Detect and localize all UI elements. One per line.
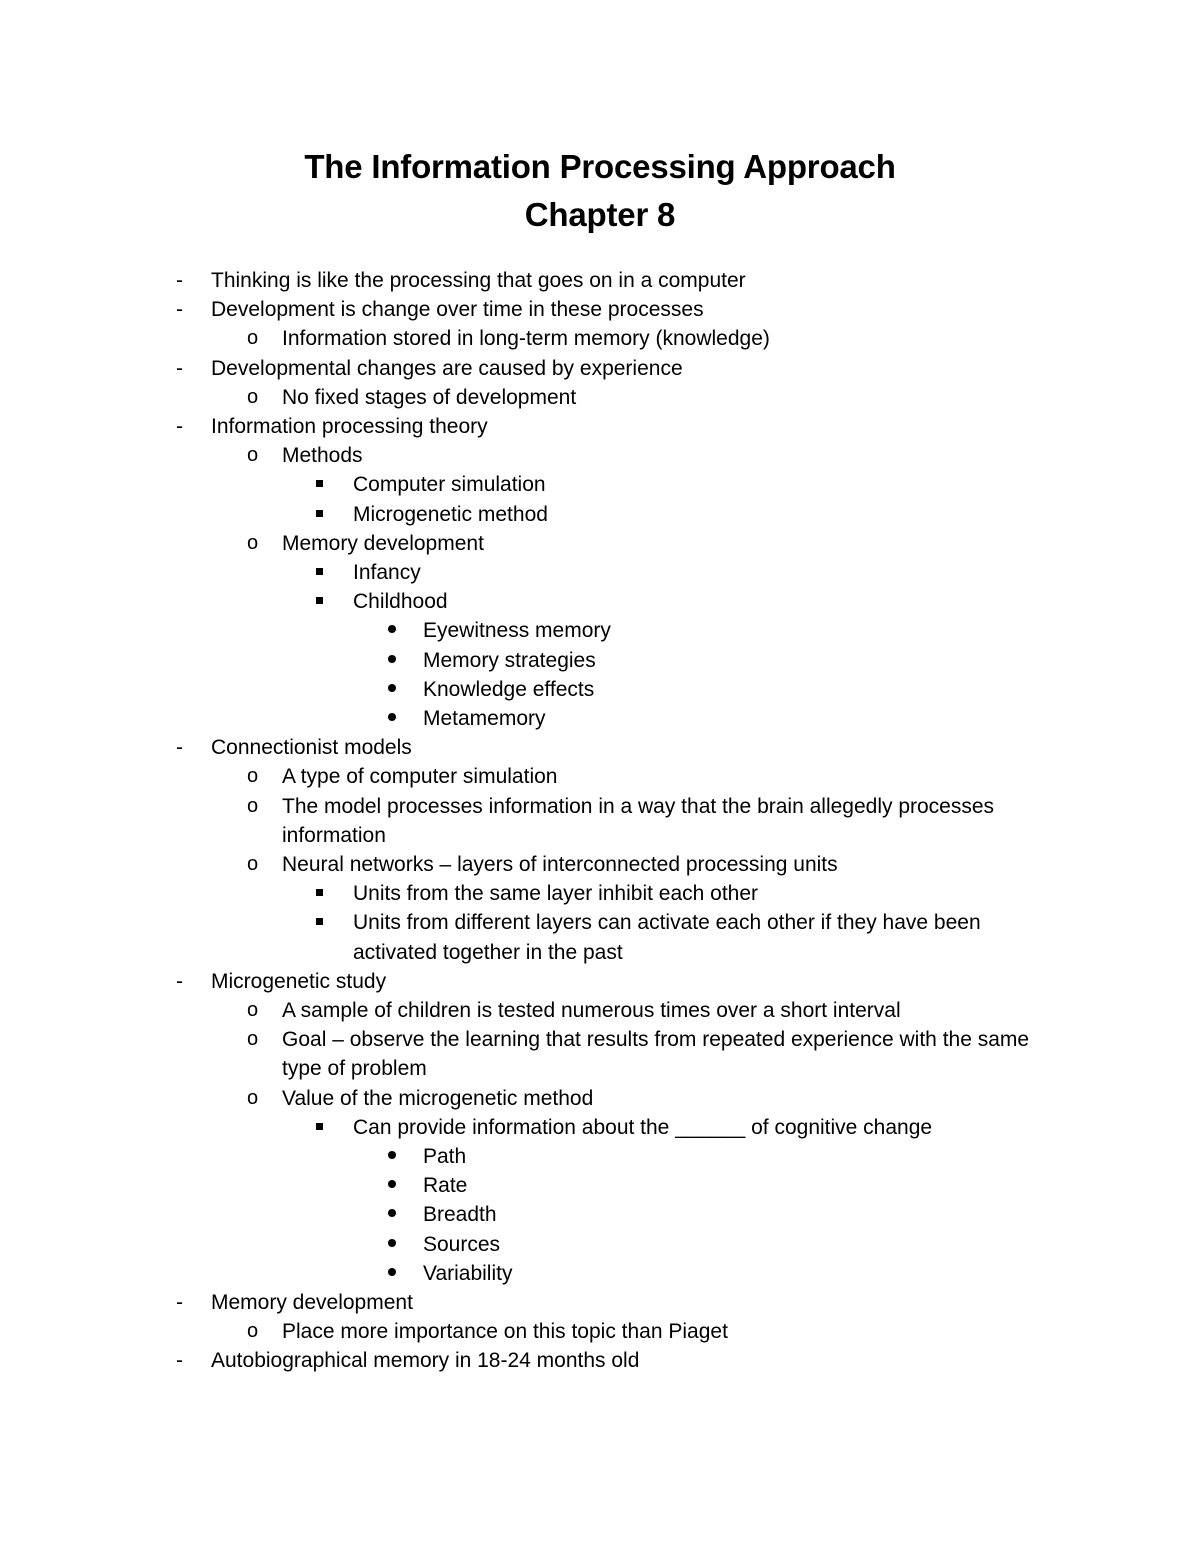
- outline-item-level-2: [0, 850, 1200, 879]
- outline-item-text: Variability: [423, 1261, 513, 1285]
- outline-item-level-1: [0, 967, 1200, 996]
- outline-item-text: Infancy: [353, 561, 421, 584]
- outline-item-text: Path: [423, 1145, 467, 1168]
- square-bullet: [316, 558, 323, 587]
- outline-item-level-1: [0, 1288, 1200, 1317]
- outline-item-level-2: [0, 792, 1200, 821]
- circle-bullet: o: [247, 1086, 259, 1109]
- outline-item-text: Connectionist models: [211, 736, 412, 760]
- outline-item-text: Development is change over time in these processes: [211, 298, 704, 322]
- outline-item-text: Memory development: [211, 1291, 413, 1314]
- outline-item-text: Methods: [282, 444, 363, 468]
- dash-bullet: -: [176, 269, 183, 292]
- dash-bullet: -: [176, 1291, 183, 1314]
- round-bullet-icon: [388, 1239, 396, 1247]
- outline-item-level-2: [0, 1054, 1200, 1083]
- outline-item-text: Information stored in long-term memory (knowledge): [282, 327, 770, 351]
- round-bullet-icon: [388, 625, 396, 633]
- outline-item-text: Units from the same layer inhibit each other: [353, 882, 759, 906]
- outline-item-level-4: [0, 1142, 1200, 1171]
- outline-item-level-4: [0, 1259, 1200, 1288]
- square-bullet: [316, 587, 323, 616]
- outline-item-level-1: [0, 266, 1200, 295]
- outline-item-level-2: [0, 529, 1200, 558]
- round-bullet-icon: [388, 1268, 396, 1276]
- outline-item-text: Memory development: [282, 531, 484, 555]
- round-bullet-icon: [388, 1209, 396, 1217]
- outline-item-text: A sample of children is tested numerous times over a short interval: [282, 999, 901, 1022]
- outline-item-text: Neural networks – layers of interconnected processing units: [282, 853, 838, 876]
- outline-item-text: Autobiographical memory in 18-24 months old: [211, 1349, 640, 1373]
- outline-item-level-3: [0, 908, 1200, 937]
- outline-item-text: Value of the microgenetic method: [282, 1086, 594, 1110]
- outline-item-level-1: [0, 412, 1200, 441]
- outline-item-level-4: [0, 616, 1200, 645]
- outline-item-text: Place more importance on this topic than Piaget: [282, 1320, 728, 1344]
- outline-item-level-2: [0, 1025, 1200, 1054]
- outline-item-text: type of problem: [282, 1057, 427, 1081]
- square-bullet-icon: [316, 568, 323, 575]
- round-bullet-icon: [388, 655, 396, 663]
- outline-item-level-4: [0, 675, 1200, 704]
- outline-item-text: Computer simulation: [353, 473, 546, 497]
- square-bullet: [316, 1113, 323, 1142]
- round-bullet-icon: [388, 713, 396, 721]
- outline-item-level-3: [0, 500, 1200, 529]
- chapter-heading: Chapter 8: [524, 196, 676, 233]
- dash-bullet: -: [176, 969, 183, 993]
- round-bullet: [388, 1142, 396, 1171]
- round-bullet: [388, 1200, 396, 1229]
- outline-item-text: Breadth: [423, 1203, 497, 1227]
- square-bullet-icon: [316, 510, 323, 517]
- outline-item-text: No fixed stages of development: [282, 385, 577, 409]
- round-bullet-icon: [388, 684, 396, 692]
- outline-item-level-3: [0, 558, 1200, 587]
- outline-item-text: information: [282, 823, 386, 847]
- round-bullet-icon: [388, 1180, 396, 1188]
- circle-bullet: o: [247, 327, 259, 350]
- outline-item-text: The model processes information in a way that the brain allegedly processes: [282, 794, 995, 818]
- outline-item-text: Units from different layers can activate each other if they have been: [353, 911, 981, 935]
- circle-bullet: o: [247, 385, 259, 408]
- outline-item-text: Eyewitness memory: [423, 619, 611, 643]
- outline-item-level-4: [0, 1230, 1200, 1259]
- outline-item-text: Microgenetic method: [353, 502, 548, 526]
- square-bullet: [316, 879, 323, 908]
- round-bullet: [388, 1259, 396, 1288]
- outline-item-level-3: [0, 470, 1200, 499]
- square-bullet-icon: [316, 1123, 323, 1130]
- dash-bullet: -: [176, 736, 183, 760]
- square-bullet: [316, 908, 323, 937]
- outline-item-text: Metamemory: [423, 707, 546, 730]
- outline-item-text: Information processing theory: [211, 415, 488, 438]
- outline-item-text: activated together in the past: [353, 940, 623, 964]
- outline-item-text: Goal – observe the learning that results from repeated experience with the same: [282, 1028, 1030, 1052]
- circle-bullet: o: [247, 765, 259, 788]
- square-bullet-icon: [316, 480, 323, 487]
- square-bullet: [316, 470, 323, 499]
- outline-item-text: Memory strategies: [423, 648, 596, 672]
- round-bullet: [388, 704, 396, 733]
- outline-item-text: Microgenetic study: [211, 969, 387, 993]
- outline-item-text: Can provide information about the ______ of cognitive change: [353, 1115, 933, 1139]
- square-bullet-icon: [316, 597, 323, 604]
- outline-item-level-1: [0, 733, 1200, 762]
- outline-item-level-2: [0, 762, 1200, 791]
- outline-item-level-2: [0, 1084, 1200, 1113]
- square-bullet-icon: [316, 889, 323, 896]
- circle-bullet: o: [247, 794, 259, 817]
- round-bullet: [388, 1230, 396, 1259]
- outline-item-level-2: [0, 996, 1200, 1025]
- circle-bullet: o: [247, 1028, 259, 1051]
- round-bullet-icon: [388, 1151, 396, 1159]
- outline-item-level-1: [0, 1346, 1200, 1375]
- outline-item-text: Sources: [423, 1232, 501, 1256]
- outline-item-level-3: [0, 938, 1200, 967]
- outline-item-level-2: [0, 324, 1200, 353]
- outline-item-level-2: [0, 441, 1200, 470]
- outline-item-level-3: [0, 587, 1200, 616]
- dash-bullet: -: [176, 356, 183, 380]
- outline-item-level-1: [0, 295, 1200, 324]
- circle-bullet: o: [247, 999, 259, 1021]
- outline-item-text: Thinking is like the processing that goes on in a computer: [211, 269, 746, 292]
- outline-item-level-3: [0, 879, 1200, 908]
- outline-item-text: Rate: [423, 1174, 468, 1198]
- square-bullet: [316, 500, 323, 529]
- round-bullet: [388, 616, 396, 645]
- outline-item-level-3: [0, 1113, 1200, 1142]
- outline-item-level-4: [0, 1200, 1200, 1229]
- circle-bullet: o: [247, 1320, 259, 1343]
- outline-item-text: Knowledge effects: [423, 677, 595, 701]
- outline-item-text: A type of computer simulation: [282, 765, 558, 789]
- outline-item-level-4: [0, 1171, 1200, 1200]
- document-title: The Information Processing Approach: [304, 148, 896, 185]
- circle-bullet: o: [247, 853, 259, 875]
- outline-item-level-2: [0, 383, 1200, 412]
- outline-item-text: Childhood: [353, 590, 448, 614]
- outline-item-level-2: [0, 821, 1200, 850]
- outline-item-level-2: [0, 1317, 1200, 1346]
- dash-bullet: -: [176, 1349, 183, 1373]
- outline-item-level-4: [0, 704, 1200, 733]
- outline-item-level-1: [0, 354, 1200, 383]
- circle-bullet: o: [247, 531, 259, 554]
- circle-bullet: o: [247, 444, 259, 467]
- square-bullet-icon: [316, 918, 323, 925]
- round-bullet: [388, 675, 396, 704]
- dash-bullet: -: [176, 298, 183, 322]
- outline-item-level-4: [0, 646, 1200, 675]
- round-bullet: [388, 1171, 396, 1200]
- dash-bullet: -: [176, 415, 183, 438]
- round-bullet: [388, 646, 396, 675]
- outline-item-text: Developmental changes are caused by experience: [211, 356, 683, 380]
